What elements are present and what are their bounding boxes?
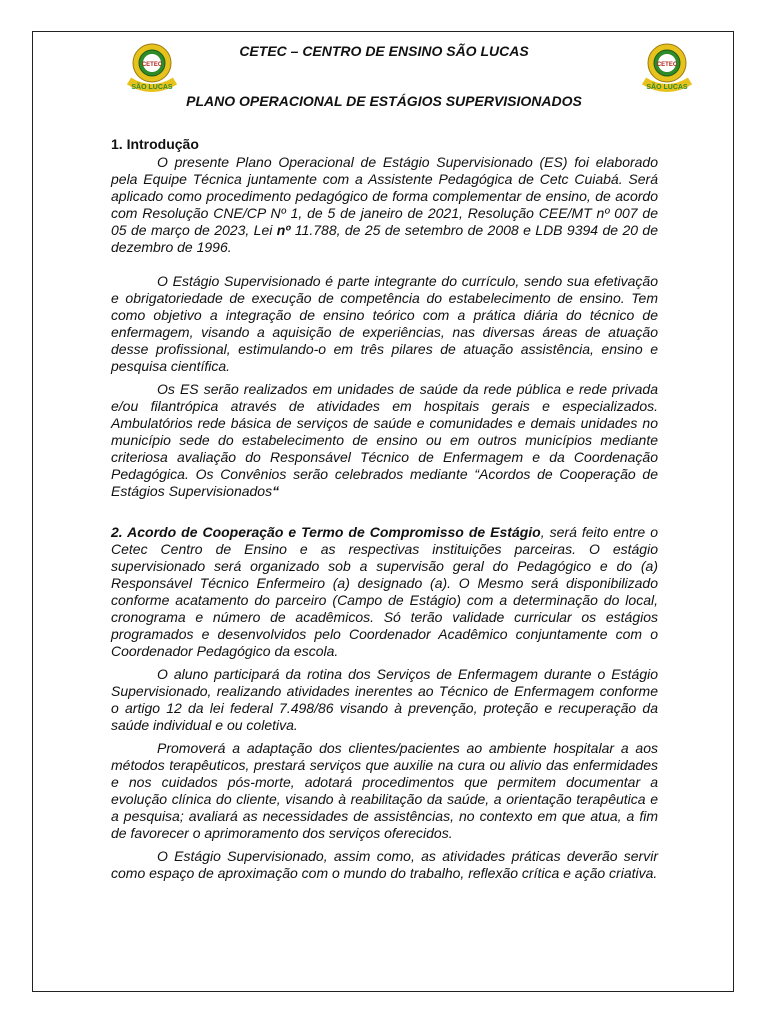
section-2-paragraph-3: Promoverá a adaptação dos clientes/pacientes ao ambiente hospitalar a aos métodos terapêuticos, prestará serviços que auxilie na cura ou alivio das enfermidades e nos cuidados pós-morte, adotará procedimentos que permitem documentar a evolução clínica do cliente, visando à reabilitação da saúde, a orientação terapêutica e a pesquisa; avaliará as necessidades de assistências, no contexto em que atua, a fim de favorecer o aprimoramento dos serviços oferecidos. bbox=[111, 740, 658, 841]
svg-text:SÃO LUCAS: SÃO LUCAS bbox=[646, 84, 688, 91]
svg-text:SÃO LUCAS: SÃO LUCAS bbox=[131, 84, 173, 91]
document-title: PLANO OPERACIONAL DE ESTÁGIOS SUPERVISIONADOS bbox=[186, 93, 582, 109]
section-1-paragraph-2: O Estágio Supervisionado é parte integrante do currículo, sendo sua efetivação e obrigatoriedade de execução de competência do estabelecimento de ensino. Tem como objetivo a integração de ensino teórico com a prática diária do técnico de enfermagem, visando a aquisição de experiências, nas diversas áreas de atuação desse profissional, estimulando-o em três pilares de atuação assistência, ensino e pesquisa científica. bbox=[111, 273, 658, 374]
institution-name: CETEC – CENTRO DE ENSINO SÃO LUCAS bbox=[239, 43, 529, 59]
svg-text:CETEC: CETEC bbox=[141, 62, 163, 68]
section-1-heading: 1. Introdução bbox=[111, 136, 199, 152]
section-1-paragraph-1: O presente Plano Operacional de Estágio Supervisionado (ES) foi elaborado pela Equipe Técnica juntamente com a Assistente Pedagógica de Cetc Cuiabá. Será aplicado como procedimento pedagógico de forma complementar de ensino, de acordo com Resolução CNE/CP Nº 1, de 5 de janeiro de 2021, Resolução CEE/MT nº 007 de 05 de março de 2023, Lei nº 11.788, de 25 de setembro de 2008 e LDB 9394 de 20 de dezembro de 1996. bbox=[111, 154, 658, 255]
section-2-heading: 2. Acordo de Cooperação e Termo de Compromisso de Estágio bbox=[111, 524, 541, 540]
section-1-paragraph-3: Os ES serão realizados em unidades de saúde da rede pública e rede privada e/ou filantrópica através de atividades em hospitais gerais e especializados. Ambulatórios rede básica de serviços de saúde e comunidades e demais unidades no município sede do estabelecimento de ensino ou em outros municípios mediante criteriosa avaliação do Responsável Técnico de Enfermagem e da Coordenação Pedagógica. Os Convênios serão celebrados mediante “Acordos de Cooperação de Estágios Supervisionados“ bbox=[111, 381, 658, 499]
section-2-paragraph-4: O Estágio Supervisionado, assim como, as atividades práticas deverão servir como espaço de aproximação com o mundo do trabalho, reflexão crítica e ação criativa. bbox=[111, 848, 658, 881]
section-2-paragraph-2: O aluno participará da rotina dos Serviços de Enfermagem durante o Estágio Supervisionado, realizando atividades inerentes ao Técnico de Enfermagem conforme o artigo 12 da lei federal 7.498/86 visando à prevenção, proteção e recuperação da saúde individual e ou coletiva. bbox=[111, 666, 658, 733]
section-2-paragraph-1: 2. Acordo de Cooperação e Termo de Compromisso de Estágio, será feito entre o Cetec Centro de Ensino e as respectivas instituições parceiras. O estágio supervisionado será organizado sob a supervisão geral do Pedagógico e do (a) Responsável Técnico Enfermeiro (a) designado (a). O Mesmo será disponibilizado conforme acatamento do parceiro (Campo de Estágio) com a determinação do local, cronograma e número de acadêmicos. Só terão validade curricular os estágios programados e desenvolvidos pelo Coordenador Acadêmico conjuntamente com o Coordenador Pedagógico da escola. bbox=[111, 524, 658, 659]
svg-text:CETEC: CETEC bbox=[656, 62, 678, 68]
document-body bbox=[111, 136, 658, 882]
